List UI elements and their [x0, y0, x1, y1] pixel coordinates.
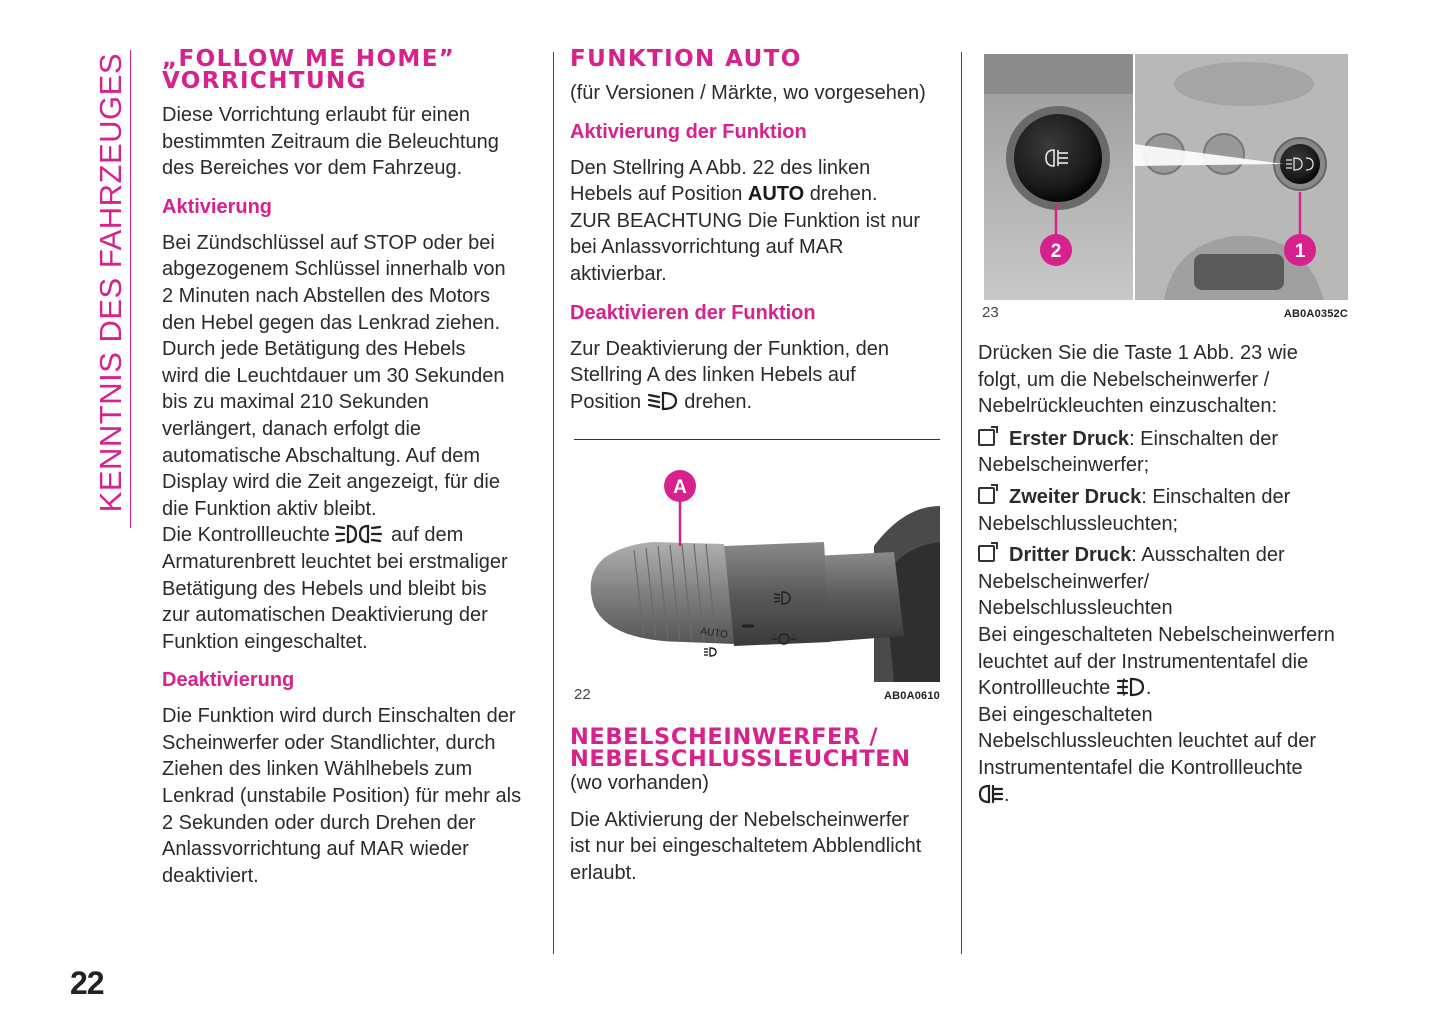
text-line: Nebelschlussleuchten leuchtet auf der — [978, 730, 1316, 753]
text-line: Funktion eingeschaltet. — [162, 630, 368, 653]
heading-line: NEBELSCHLUSSLEUCHTEN — [570, 746, 911, 772]
fog-button-figure — [984, 54, 1348, 300]
text-line — [570, 389, 950, 416]
fog-button-text — [978, 340, 1362, 808]
text-line: Nebelscheinwerfer/ — [978, 570, 1150, 593]
text-line: Armaturenbrett leuchtet bei erstmaliger — [162, 550, 508, 573]
text-span: drehen. — [684, 390, 753, 413]
text-line: automatische Abschaltung. Auf dem — [162, 444, 480, 467]
lamp-line-suffix: auf dem — [391, 524, 464, 547]
text-line: verlängert, danach erfolgt die — [162, 417, 422, 440]
figure-top-rule — [574, 439, 940, 440]
text-line — [978, 675, 1362, 702]
fog-subtitle: (wo vorhanden) — [570, 772, 709, 794]
deactivation-heading: Deaktivierung — [162, 669, 295, 692]
auto-bold-label: AUTO — [747, 183, 805, 206]
rear-fog-lamp-icon — [978, 783, 1004, 805]
text-line: leuchtet auf der Instrumententafel die — [978, 650, 1309, 673]
text-line — [978, 426, 1362, 453]
text-line: Bei eingeschalteten — [978, 703, 1153, 726]
intro-paragraph — [162, 102, 542, 182]
fog-paragraph — [570, 807, 954, 887]
auto-ring-label: AUTO — [699, 626, 729, 641]
column-divider-2 — [961, 52, 962, 954]
activation-paragraph — [162, 230, 542, 656]
list-item — [978, 484, 1362, 537]
list-item — [978, 542, 1362, 622]
activate-function-heading: Aktivierung der Funktion — [570, 120, 807, 143]
text-line: bis zu maximal 210 Sekunden — [162, 391, 429, 414]
figure-code: AB0A0352C — [1283, 308, 1348, 320]
text-span: . — [1004, 783, 1010, 806]
bullet-box-icon — [978, 429, 995, 446]
text-line: Lenkrad (unstabile Position) für mehr als — [162, 785, 522, 808]
bullet-text: : Einschalten der — [1141, 485, 1291, 508]
text-line: 2 Sekunden oder durch Drehen der — [162, 811, 476, 834]
text-line: Den Stellring A Abb. 22 des linken — [570, 156, 871, 179]
text-line: folgt, um die Nebelscheinwerfer / — [978, 368, 1270, 391]
text-line: deaktiviert. — [162, 864, 259, 887]
front-fog-paragraph — [978, 622, 1362, 702]
text-line: Anlassvorrichtung auf MAR wieder — [162, 838, 469, 861]
deactivation-paragraph — [162, 703, 542, 889]
auto-function-heading: FUNKTION AUTO — [570, 46, 802, 72]
text-line: bei Anlassvorrichtung auf MAR — [570, 236, 844, 259]
activate-paragraph — [570, 155, 950, 288]
label-a: A — [673, 477, 687, 498]
text-line: den Hebel gegen das Lenkrad ziehen. — [162, 311, 501, 334]
label-2: 2 — [1050, 241, 1062, 262]
text-line: Durch jede Betätigung des Hebels — [162, 338, 466, 361]
text-span: Hebels auf Position — [570, 183, 743, 206]
text-span: Position — [570, 390, 642, 413]
side-title-rule — [130, 50, 131, 528]
text-line — [978, 484, 1362, 511]
fog-button-intro — [978, 340, 1362, 420]
text-line: Drücken Sie die Taste 1 Abb. 23 wie — [978, 342, 1298, 364]
heading-line: VORRICHTUNG — [162, 68, 367, 94]
text-line: Bei eingeschalteten Nebelscheinwerfern — [978, 623, 1335, 646]
text-span: drehen. — [809, 183, 878, 206]
column-follow-me-home — [162, 48, 542, 889]
text-line: 2 Minuten nach Abstellen des Motors — [162, 284, 490, 307]
bullet-text: : Ausschalten der — [1131, 544, 1285, 567]
deactivate-function-heading: Deaktivieren der Funktion — [570, 301, 816, 324]
bullet-bold: Erster Druck — [1009, 427, 1130, 450]
lamp-line-prefix: Die Kontrollleuchte — [162, 524, 330, 547]
text-line: Nebelschlussleuchten — [978, 597, 1173, 620]
text-line: Betätigung des Hebels und bleibt bis — [162, 577, 487, 600]
stalk-figure — [574, 446, 942, 682]
auto-subtitle: (für Versionen / Märkte, wo vorgesehen) — [570, 82, 926, 104]
bullet-text: : Einschalten der — [1129, 427, 1279, 450]
text-line: Die Funktion wird durch Einschalten der — [162, 705, 516, 728]
figure-23-caption — [982, 304, 1348, 321]
page-number: 22 — [70, 965, 104, 1001]
label-1: 1 — [1294, 241, 1306, 262]
heading-line: „FOLLOW ME HOME” — [162, 46, 456, 72]
text-line: zur automatischen Deaktivierung der — [162, 604, 488, 627]
rear-fog-paragraph — [978, 702, 1362, 808]
list-item — [978, 426, 1362, 479]
text-line: abgezogenem Schlüssel innerhalb von — [162, 258, 506, 281]
figure-number: 22 — [574, 686, 591, 703]
activation-heading: Aktivierung — [162, 195, 273, 218]
text-line: des Bereiches vor dem Fahrzeug. — [162, 157, 463, 180]
text-line: bestimmten Zeitraum die Beleuchtung — [162, 130, 499, 153]
text-line: ZUR BEACHTUNG Die Funktion ist nur — [570, 209, 921, 232]
text-line: aktivierbar. — [570, 262, 667, 285]
text-line: Zur Deaktivierung der Funktion, den — [570, 337, 890, 360]
text-line: Nebelschlussleuchten; — [978, 512, 1179, 535]
text-line: Nebelscheinwerfer; — [978, 454, 1150, 477]
text-line: Display wird die Zeit angezeigt, für die — [162, 471, 500, 494]
bullet-bold: Dritter Druck — [1009, 544, 1132, 567]
text-line: wird die Leuchtdauer um 30 Sekunden — [162, 364, 505, 387]
text-line: die Funktion aktiv bleibt. — [162, 497, 377, 520]
text-span: Kontrollleuchte — [978, 677, 1111, 700]
text-line — [978, 782, 1362, 809]
text-line: Scheinwerfer oder Standlichter, durch — [162, 731, 496, 754]
text-line — [570, 181, 950, 208]
column-divider-1 — [553, 52, 554, 954]
text-line — [978, 542, 1362, 569]
low-beam-icon — [647, 390, 679, 412]
bullet-box-icon — [978, 487, 995, 504]
front-fog-lamp-icon — [1116, 676, 1146, 698]
text-line: Stellring A des linken Hebels auf — [570, 364, 856, 387]
text-line — [162, 522, 542, 549]
column-auto-function — [570, 46, 950, 884]
heading-line: NEBELSCHEINWERFER / — [570, 724, 879, 750]
figure-22-caption — [574, 686, 940, 703]
fog-lights-section — [570, 726, 954, 886]
follow-me-home-heading — [162, 48, 542, 92]
section-side-title — [88, 50, 134, 512]
bullet-box-icon — [978, 545, 995, 562]
text-line: erlaubt. — [570, 861, 637, 884]
text-span: . — [1145, 677, 1152, 700]
text-line: Ziehen des linken Wählhebels zum — [162, 758, 473, 781]
fog-lights-heading — [570, 726, 954, 770]
text-line: Instrumententafel die Kontrollleuchte — [978, 756, 1303, 779]
text-line: Die Aktivierung der Nebelscheinwerfer — [570, 808, 910, 831]
text-line: ist nur bei eingeschaltetem Abblendlicht — [570, 835, 922, 858]
text-line: Nebelrückleuchten einzuschalten: — [978, 395, 1278, 418]
deactivate-paragraph — [570, 336, 950, 416]
figure-number: 23 — [982, 304, 999, 321]
bullet-bold: Zweiter Druck — [1009, 485, 1142, 508]
side-title-text: KENNTNIS DES FAHRZEUGES — [93, 52, 128, 512]
follow-me-home-lamp-icon — [335, 523, 385, 545]
text-line: Bei Zündschlüssel auf STOP oder bei — [162, 231, 495, 254]
figure-code: AB0A0610 — [883, 690, 940, 702]
text-line: Diese Vorrichtung erlaubt für einen — [162, 104, 470, 126]
